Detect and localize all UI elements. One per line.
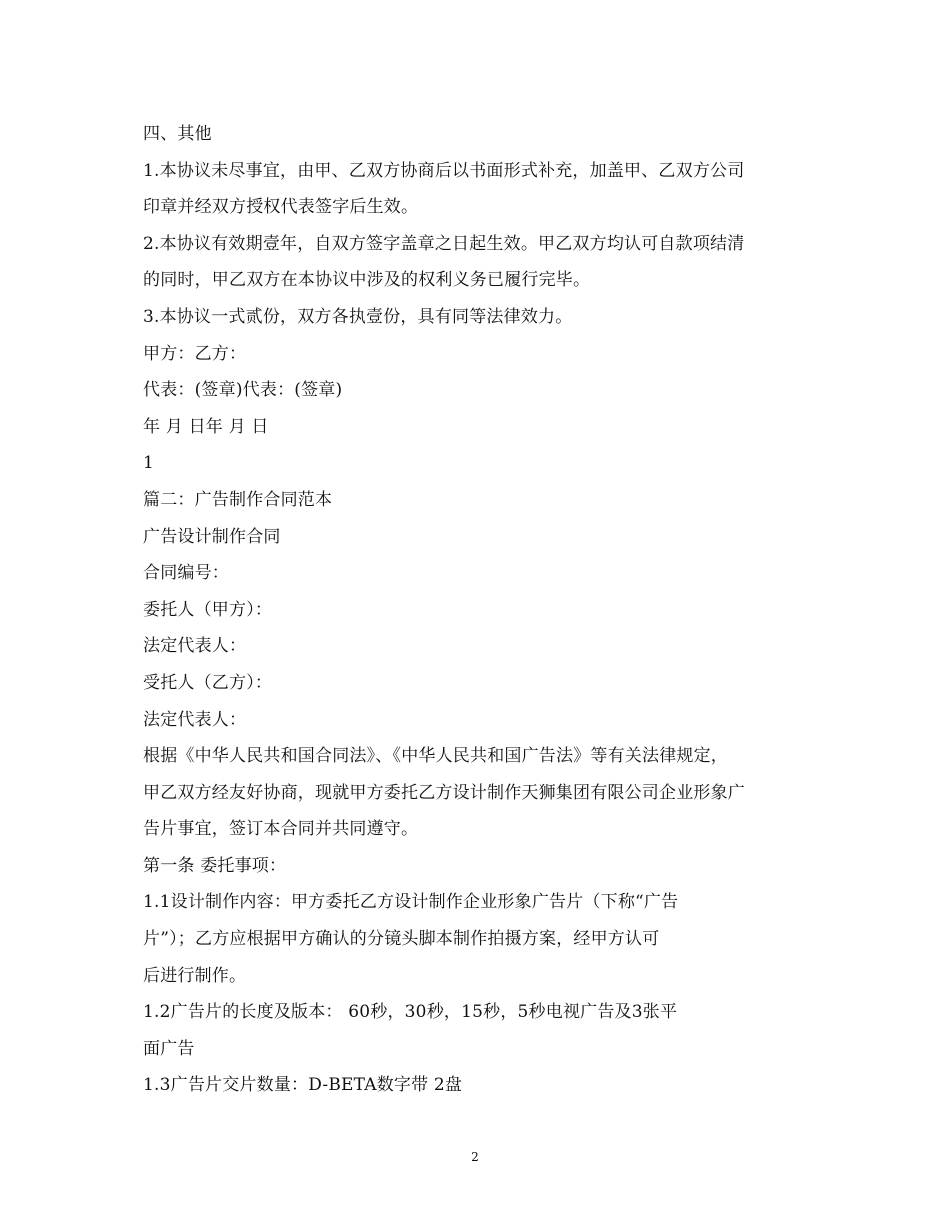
date-line: 年 月 日年 月 日: [143, 416, 269, 437]
parties-signature-line: 甲方：乙方：: [143, 343, 247, 364]
chapter-heading: 篇二：广告制作合同范本: [143, 489, 333, 510]
contract-title: 广告设计制作合同: [143, 526, 281, 547]
inline-page-marker: 1: [143, 453, 155, 474]
contractor-legal-representative-field: 法定代表人：: [143, 709, 247, 730]
article-1-1-line-1: 1.1设计制作内容：甲方委托乙方设计制作企业形象广告片（下称“广告: [143, 892, 679, 913]
client-legal-representative-field: 法定代表人：: [143, 636, 247, 657]
article-1-1-line-3: 后进行制作。: [143, 965, 247, 986]
article-1-1-line-2: 片”）；乙方应根据甲方确认的分镜头脚本制作拍摄方案，经甲方认可: [143, 929, 660, 950]
article-1-3: 1.3广告片交片数量：D-BETA数字带 2盘: [143, 1075, 463, 1096]
contractor-party-field: 受托人（乙方）：: [143, 672, 273, 693]
clause-1-line-1: 1.本协议未尽事宜，由甲、乙双方协商后以书面形式补充，加盖甲、乙双方公司: [143, 160, 745, 181]
client-party-field: 委托人（甲方）：: [143, 599, 273, 620]
clause-1-line-2: 印章并经双方授权代表签字后生效。: [143, 197, 419, 218]
article-1-2-line-1: 1.2广告片的长度及版本： 60秒，30秒，15秒，5秒电视广告及3张平: [143, 1002, 678, 1023]
section-heading-other: 四、其他: [143, 124, 212, 144]
article-1-2-line-2: 面广告: [143, 1038, 195, 1059]
preamble-line-2: 甲乙双方经友好协商，现就甲方委托乙方设计制作天狮集团有限公司企业形象广: [143, 782, 745, 803]
representative-signature-line: 代表：(签章)代表：(签章): [143, 380, 343, 401]
preamble-line-1: 根据《中华人民共和国合同法》、《中华人民共和国广告法》等有关法律规定，: [143, 746, 728, 767]
contract-number-field: 合同编号：: [143, 563, 229, 584]
clause-2-line-2: 的同时，甲乙双方在本协议中涉及的权利义务已履行完毕。: [143, 270, 591, 291]
article-1-heading: 第一条 委托事项：: [143, 855, 287, 876]
page-number: 2: [471, 1150, 479, 1164]
document-body: [143, 116, 823, 1104]
clause-3: 3.本协议一式贰份，双方各执壹份，具有同等法律效力。: [143, 306, 573, 327]
clause-2-line-1: 2.本协议有效期壹年，自双方签字盖章之日起生效。甲乙双方均认可自款项结清: [143, 233, 745, 254]
preamble-line-3: 告片事宜，签订本合同并共同遵守。: [143, 819, 419, 840]
